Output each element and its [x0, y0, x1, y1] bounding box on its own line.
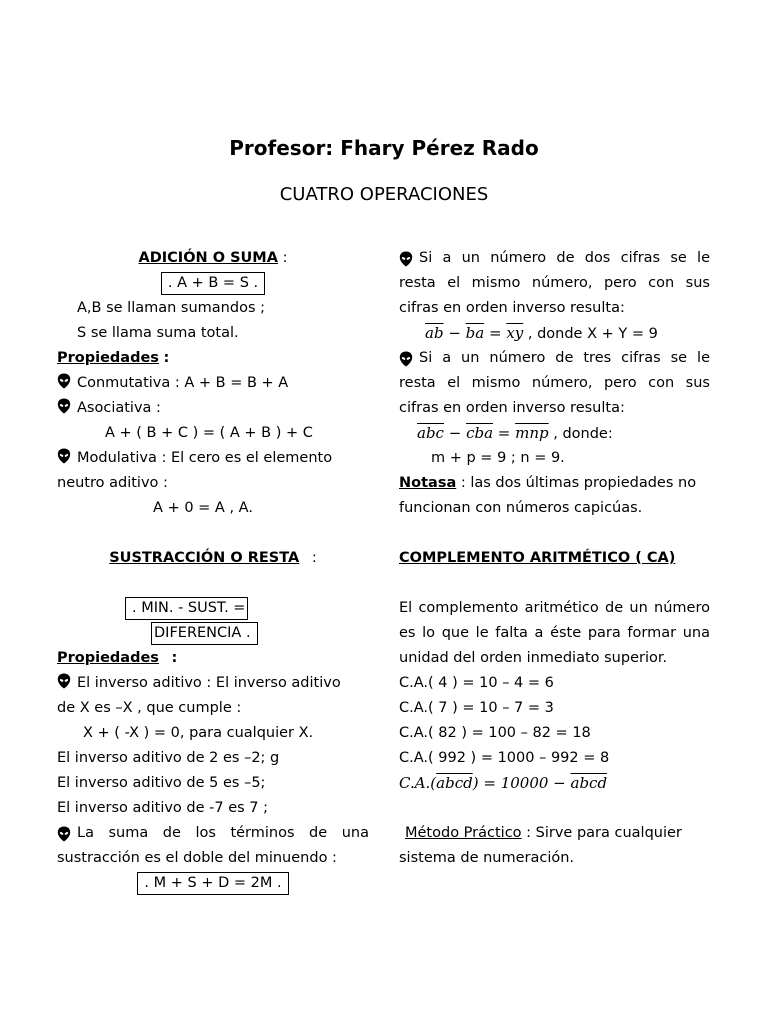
ca-example-2: C.A.( 7 ) = 10 – 7 = 3 — [399, 700, 554, 716]
propiedades-colon: : — [163, 350, 170, 366]
right-column — [399, 246, 710, 871]
suma-formula-box: . A + B = S . — [161, 272, 265, 295]
ca-text-2: es lo que le falta a éste para formar una — [399, 625, 710, 641]
ca-example-3: C.A.( 82 ) = 100 – 82 = 18 — [399, 725, 591, 741]
inverso-text-2: de X es –X , que cumple : — [57, 700, 242, 716]
alien-head-icon — [57, 373, 71, 389]
modulativa-text: Modulativa : El cero es el elemento — [77, 450, 333, 466]
alien-head-icon — [399, 351, 413, 367]
modulativa-line-2: neutro aditivo : — [57, 475, 168, 491]
resta-formula-box-1: . MIN. - SUST. = — [125, 597, 248, 620]
dos-cifras-text-1: Si a un número de dos cifras se le — [419, 250, 710, 266]
asociativa-text: Asociativa : — [77, 400, 161, 416]
tres-cifras-text-2: resta el mismo número, pero con sus — [399, 375, 710, 391]
resta-formula-box-2: DIFERENCIA . — [151, 622, 258, 645]
inverso-example-2: El inverso aditivo de 5 es –5; — [57, 775, 266, 791]
alien-head-icon — [57, 398, 71, 414]
ca-text-1: El complemento aritmético de un número — [399, 600, 710, 616]
conmutativa-text: Conmutativa : A + B = B + A — [77, 375, 289, 391]
alien-head-icon — [57, 826, 71, 842]
inverso-example-1: El inverso aditivo de 2 es –2; g — [57, 750, 280, 766]
modulativa-formula: A + 0 = A , A. — [153, 500, 253, 516]
suma-terminos-text-1: La suma de los términos de una — [77, 825, 369, 841]
propiedades-2-colon: : — [171, 650, 178, 666]
suma-heading-line — [57, 246, 369, 271]
ca-heading: COMPLEMENTO ARITMÉTICO ( CA) — [399, 550, 676, 566]
msd-formula-box: . M + S + D = 2M . — [137, 872, 288, 895]
tres-cifras-text-3: cifras en orden inverso resulta: — [399, 400, 625, 416]
nota-text-1: : las dos últimas propiedades no — [456, 475, 697, 491]
left-column — [57, 246, 369, 896]
ca-example-4: C.A.( 992 ) = 1000 – 992 = 8 — [399, 750, 610, 766]
metodo-practico-label: Método Práctico — [405, 825, 522, 841]
page-title: Profesor: Fhary Pérez Rado — [229, 136, 539, 160]
dos-cifras-formula: $\overline{ab} - \overline{ba} = \overline{xy}$ , donde X + Y = 9 — [425, 324, 658, 342]
nota-label: Notasa — [399, 475, 457, 491]
alien-head-icon — [57, 448, 71, 464]
suma-heading-colon: : — [282, 250, 288, 266]
propiedades-2-label: Propiedades — [57, 650, 159, 666]
suma-line-1: A,B se llaman sumandos ; — [77, 300, 265, 316]
tres-cifras-formula: $\overline{abc} - \overline{cba} = \overline{mnp}$ , donde: — [417, 424, 613, 442]
ca-text-3: unidad del orden inmediato superior. — [399, 650, 668, 666]
page-subtitle: CUATRO OPERACIONES — [279, 184, 489, 205]
suma-terminos-text-2: sustracción es el doble del minuendo : — [57, 850, 337, 866]
resta-heading-line — [57, 546, 369, 571]
ca-formula: C.A.(abcd) = 10000 − abcd — [399, 774, 608, 792]
tres-cifras-result: m + p = 9 ; n = 9. — [431, 450, 565, 466]
asociativa-formula: A + ( B + C ) = ( A + B ) + C — [105, 425, 313, 441]
nota-text-2: funcionan con números capicúas. — [399, 500, 643, 516]
metodo-practico-text-2: sistema de numeración. — [399, 850, 575, 866]
metodo-practico-text-1: : Sirve para cualquier — [521, 825, 682, 841]
propiedades-label: Propiedades — [57, 350, 159, 366]
inverso-text-1: El inverso aditivo : El inverso aditivo — [77, 675, 341, 691]
resta-heading-colon: : — [311, 550, 317, 566]
alien-head-icon — [57, 673, 71, 689]
ca-example-1: C.A.( 4 ) = 10 – 4 = 6 — [399, 675, 554, 691]
resta-heading: SUSTRACCIÓN O RESTA — [109, 550, 300, 566]
dos-cifras-text-3: cifras en orden inverso resulta: — [399, 300, 625, 316]
tres-cifras-text-1: Si a un número de tres cifras se le — [419, 350, 710, 366]
inverso-formula: X + ( -X ) = 0, para cualquier X. — [83, 725, 314, 741]
inverso-example-3: El inverso aditivo de -7 es 7 ; — [57, 800, 269, 816]
suma-heading: ADICIÓN O SUMA — [138, 250, 278, 266]
alien-head-icon — [399, 251, 413, 267]
suma-line-2: S se llama suma total. — [77, 325, 239, 341]
dos-cifras-text-2: resta el mismo número, pero con sus — [399, 275, 710, 291]
